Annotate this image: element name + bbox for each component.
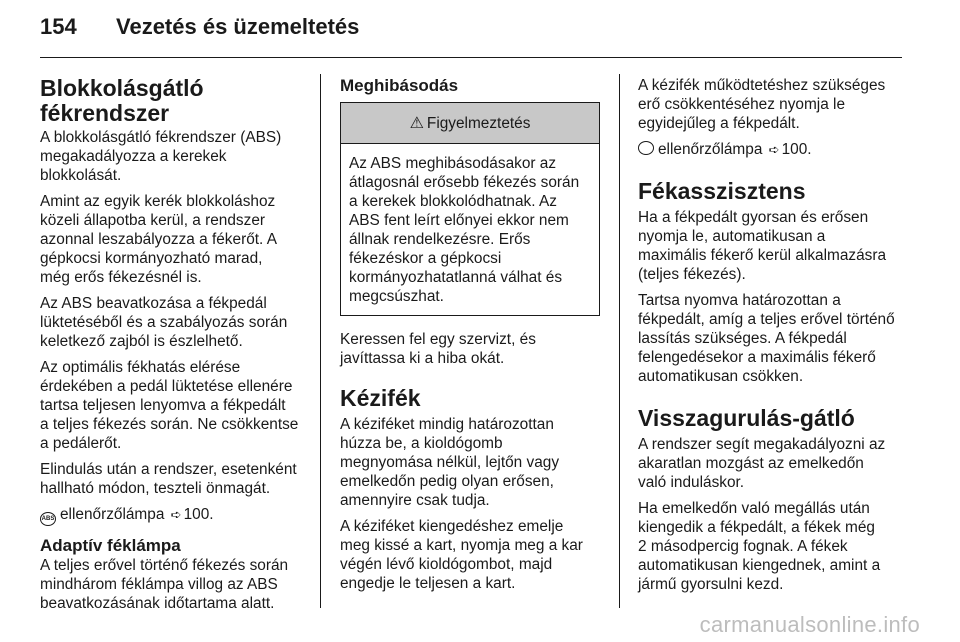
header-divider xyxy=(40,57,902,58)
paragraph: A rendszer segít megakadályozni az akaratlan mozgást az emelkedőn való induláskor. xyxy=(638,436,886,491)
paragraph: Keressen fel egy szervizt, és javíttassa ki a hiba okát. xyxy=(340,331,536,367)
paragraph: A teljes erővel történő fékezés során mindhárom féklámpa villog az ABS beavatkozásának időtartama alatt. xyxy=(40,557,289,612)
page-reference-arrow-icon: ➪ xyxy=(768,142,780,157)
paragraph: A kéziféket mindig határozottan húzza be, a kioldógomb megnyomása nélkül, lejtőn vagy emelkedőn pedig olyan erősen, amennyire csak tudja. xyxy=(340,416,560,509)
page-number: 154 xyxy=(40,14,77,39)
section-heading-hill-start-assist: Visszagurulás-gátló xyxy=(638,405,855,431)
paragraph: Az ABS beavatkozása a fékpedál lüktetéséből és a szabályozás során keletkező zajból is észlelhető. xyxy=(40,295,288,350)
section-heading-brake-assist: Fékasszisztens xyxy=(638,178,806,204)
paragraph: Az optimális fékhatás elérése érdekében a pedál lüktetése ellenére tartsa teljesen lenyomva a fékpedált a teljes fékezés során. Ne csökkentse a pedálerőt. xyxy=(40,359,299,452)
paragraph: Tartsa nyomva határozottan a fékpedált, amíg a teljes erővel történő lassítás szükséges. A fékpedál felengedésekor a maximális fékerő automatikusan csökken. xyxy=(638,292,895,385)
reference-text: ellenőrzőlámpa xyxy=(60,506,165,523)
warning-body xyxy=(341,144,599,315)
watermark: carmanualsonline.info xyxy=(699,612,920,637)
column-2 xyxy=(340,76,602,600)
section-heading-handbrake: Kézifék xyxy=(340,385,421,411)
paragraph: A kézifék működtetéshez szükséges erő csökkentéséhez nyomja le egyidejűleg a fékpedált. xyxy=(638,77,886,132)
column-3 xyxy=(638,76,908,601)
paragraph: Elindulás után a rendszer, esetenként hallható módon, teszteli önmagát. xyxy=(40,461,297,497)
column-divider-1 xyxy=(320,74,321,608)
column-1 xyxy=(40,76,308,620)
paragraph: A blokkolásgátló fékrendszer (ABS) megakadályozza a kerekek blokkolását. xyxy=(40,129,282,184)
cross-reference xyxy=(40,505,308,526)
warning-text: Az ABS meghibásodásakor az átlagosnál erősebb fékezés során a kerekek blokkolódhatnak. Az ABS fent leírt előnyei ekkor nem állnak rendelkezésre. Erős fékezéskor a gépkocsi kormányozhatatlanná válhat és megcsúszhat. xyxy=(349,155,580,305)
reference-page[interactable]: 100. xyxy=(183,506,214,523)
warning-title: Figyelmeztetés xyxy=(426,114,531,132)
subheading-malfunction: Meghibásodás xyxy=(340,76,459,95)
paragraph: A kéziféket kiengedéshez emelje meg kissé a kart, nyomja meg a kar végén lévő kioldógombot, majd engedje le teljesen a kart. xyxy=(340,518,583,592)
section-heading-abs: Blokkolásgátló fékrendszer xyxy=(40,75,204,126)
column-divider-2 xyxy=(619,74,620,608)
paragraph: Amint az egyik kerék blokkoláshoz közeli állapotba kerül, a rendszer azonnal leszabályozza a fékerőt. A gépkocsi kormányozható marad, még erős fékezésnél is. xyxy=(40,193,277,286)
reference-text: ellenőrzőlámpa xyxy=(658,141,763,158)
cross-reference xyxy=(638,140,908,159)
warning-triangle-icon: ⚠ xyxy=(409,114,424,132)
reference-page[interactable]: 100. xyxy=(781,141,812,158)
abs-warning-lamp-icon: ABS xyxy=(40,512,56,526)
brake-warning-lamp-icon xyxy=(638,141,654,155)
page-title: Vezetés és üzemeltetés xyxy=(116,14,360,39)
paragraph: Ha a fékpedált gyorsan és erősen nyomja le, automatikusan a maximális fékerő kerül alkalmazásra (teljes fékezés). xyxy=(638,209,887,283)
subheading-adaptive-brake-light: Adaptív féklámpa xyxy=(40,536,181,555)
paragraph: Ha emelkedőn való megállás után kiengedik a fékpedált, a fékek még 2 másodpercig fognak. A fékek automatikusan kiengednek, amint a jármű gyorsulni kezd. xyxy=(638,500,881,593)
page-reference-arrow-icon: ➪ xyxy=(170,507,182,522)
page-header xyxy=(40,14,359,44)
warning-box xyxy=(340,102,600,316)
warning-header xyxy=(341,103,599,144)
